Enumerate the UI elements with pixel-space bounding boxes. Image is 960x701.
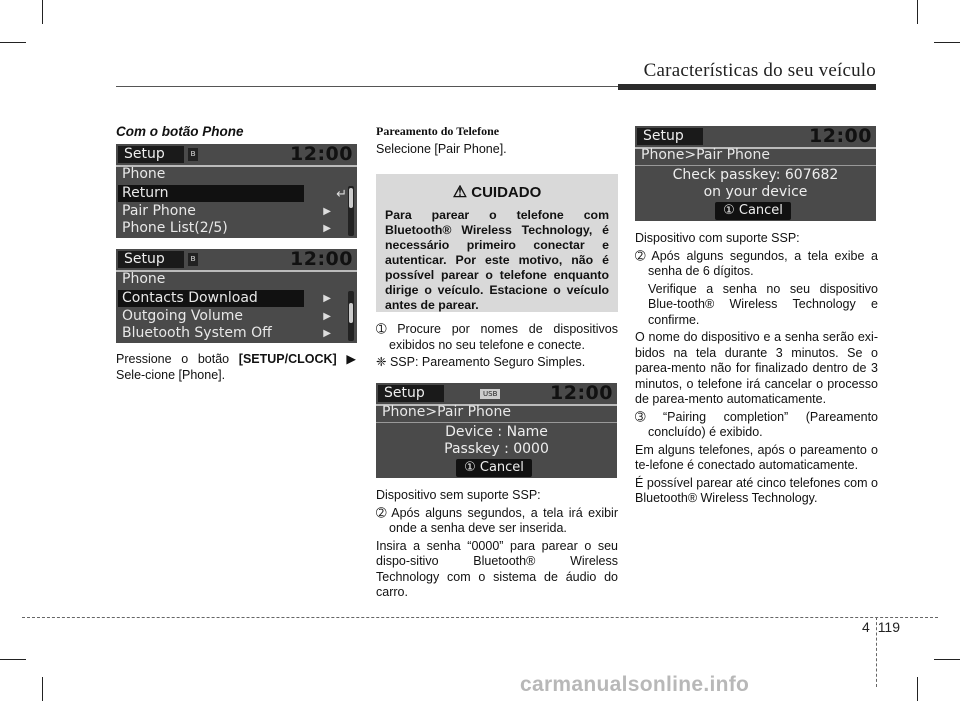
chevron-right-icon: ▶ — [323, 293, 331, 304]
warning-icon: ⚠ — [452, 184, 468, 201]
crop-mark — [917, 677, 918, 701]
crop-mark — [42, 677, 43, 701]
paragraph: Selecione [Pair Phone]. — [376, 141, 507, 156]
caution-text: Para parear o telefone com Bluetooth® Wireless Technology, é necessário primeiro conectar e autenticar. Por este motivo, não é possível parear o telefone enquanto dirige o veículo. Estacione o veículo antes de parear. — [385, 208, 609, 312]
screen-divider — [635, 165, 876, 166]
clock: 12:00 — [550, 383, 613, 404]
setup-tab: Setup — [637, 128, 703, 145]
pair-phone-screen-ssp — [635, 126, 876, 221]
clock: 12:00 — [290, 144, 353, 165]
page-number-value: 119 — [877, 619, 901, 635]
step-2-detail: Verifique a senha no seu dispositivo Blue-tooth® Wireless Technology e confirme. — [648, 281, 878, 327]
column-2-top — [376, 124, 618, 157]
screen-title: Phone — [122, 166, 166, 182]
chevron-right-icon: ▶ — [323, 206, 331, 217]
caution-box — [376, 174, 618, 312]
footer-rule — [22, 617, 938, 618]
pair-phone-screen-nossp — [376, 383, 617, 478]
paragraph: Em alguns telefones, após o pareamento o te-lefone é conectado automaticamente. — [635, 442, 878, 472]
crop-mark — [0, 42, 26, 43]
crop-mark — [917, 0, 918, 24]
page-header-title: Características do seu veículo — [643, 60, 876, 81]
passkey-line: Passkey : 0000 — [444, 441, 549, 457]
menu-item-outgoing-volume[interactable]: Outgoing Volume — [122, 308, 244, 324]
phone-screen-2 — [116, 249, 357, 343]
column-2-mid — [376, 322, 618, 371]
on-device-line: on your device — [703, 184, 808, 200]
watermark: carmanualsonline.info — [520, 673, 750, 696]
caution-heading — [385, 182, 609, 202]
step-3: ➂ “Pairing completion” (Pareamento concluído) é exibido. — [635, 409, 878, 439]
cancel-button[interactable]: ① Cancel — [456, 459, 532, 477]
return-icon: ↵ — [336, 187, 347, 202]
clock: 12:00 — [290, 249, 353, 270]
cancel-button[interactable]: ① Cancel — [715, 202, 791, 220]
column-3-text — [635, 231, 878, 507]
screen-title: Phone>Pair Phone — [382, 404, 511, 420]
check-passkey-line: Check passkey: 607682 — [672, 167, 839, 183]
chapter-number: 4 — [862, 619, 870, 635]
paragraph: É possível parear até cinco telefones com o Bluetooth® Wireless Technology. — [635, 475, 878, 505]
instruction-text: Pressione o botão — [116, 352, 239, 366]
crop-mark — [934, 659, 960, 660]
section-heading: Pareamento do Telefone — [376, 124, 500, 138]
column-1 — [116, 124, 356, 140]
setup-tab: Setup — [118, 251, 184, 268]
screen-divider — [376, 422, 617, 423]
chevron-right-icon: ▶ — [323, 328, 331, 339]
phone-screen-1 — [116, 144, 357, 238]
step-1: ➀ Procure por nomes de dispositivos exibidos no seu telefone e conecte. — [376, 322, 618, 352]
menu-item-phone-list[interactable]: Phone List(2/5) — [122, 220, 228, 236]
label: Dispositivo sem suporte SSP: — [376, 488, 541, 502]
menu-item-contacts-download[interactable]: Contacts Download — [118, 290, 304, 307]
step-2: ➁ Após alguns segundos, a tela irá exibir onde a senha deve ser inserida. — [376, 505, 618, 535]
screen-title: Phone>Pair Phone — [641, 147, 770, 163]
chevron-right-icon: ▶ — [323, 223, 331, 234]
scrollbar[interactable] — [348, 186, 354, 236]
column-1-text — [116, 352, 356, 383]
label: Dispositivo com suporte SSP: — [635, 231, 800, 245]
paragraph: Insira a senha “0000” para parear o seu dispo-sitivo Bluetooth® Wireless Technology com o sistema de áudio do carro. — [376, 538, 618, 599]
section-heading: Com o botão Phone — [116, 124, 244, 139]
scrollbar[interactable] — [348, 291, 354, 341]
device-name-line: Device : Name — [445, 424, 548, 440]
setup-clock-button-name: [SETUP/CLOCK] — [238, 352, 337, 366]
screen-title: Phone — [122, 271, 166, 287]
caution-title: CUIDADO — [471, 184, 542, 201]
column-2-bottom — [376, 488, 618, 601]
bluetooth-icon: ʙ — [188, 253, 198, 266]
crop-mark — [934, 42, 960, 43]
crop-mark — [42, 0, 43, 24]
setup-tab: Setup — [118, 146, 184, 163]
page-number — [862, 619, 900, 635]
clock: 12:00 — [809, 126, 872, 147]
setup-tab: Setup — [378, 385, 444, 402]
menu-item-return[interactable]: Return — [118, 185, 304, 202]
usb-icon: USB — [480, 389, 500, 399]
menu-item-bluetooth-system-off[interactable]: Bluetooth System Off — [122, 325, 272, 341]
instruction-paragraph — [116, 352, 356, 383]
crop-mark — [0, 659, 26, 660]
instruction-text: ▶ Sele-cione [Phone]. — [116, 352, 356, 382]
ssp-note: ❈ SSP: Pareamento Seguro Simples. — [376, 355, 586, 369]
chevron-right-icon: ▶ — [323, 311, 331, 322]
header-bar — [618, 84, 876, 90]
step-2: ➁ Após alguns segundos, a tela exibe a senha de 6 dígitos. — [635, 248, 878, 278]
paragraph: O nome do dispositivo e a senha serão exi-bidos na tela durante 3 minutos. Se o parea-mento não for finalizado dentro de 3 minutos, o telefone irá cancelar o processo de parea-mento automaticamente. — [635, 330, 878, 406]
bluetooth-icon: ʙ — [188, 148, 198, 161]
menu-item-pair-phone[interactable]: Pair Phone — [122, 203, 196, 219]
